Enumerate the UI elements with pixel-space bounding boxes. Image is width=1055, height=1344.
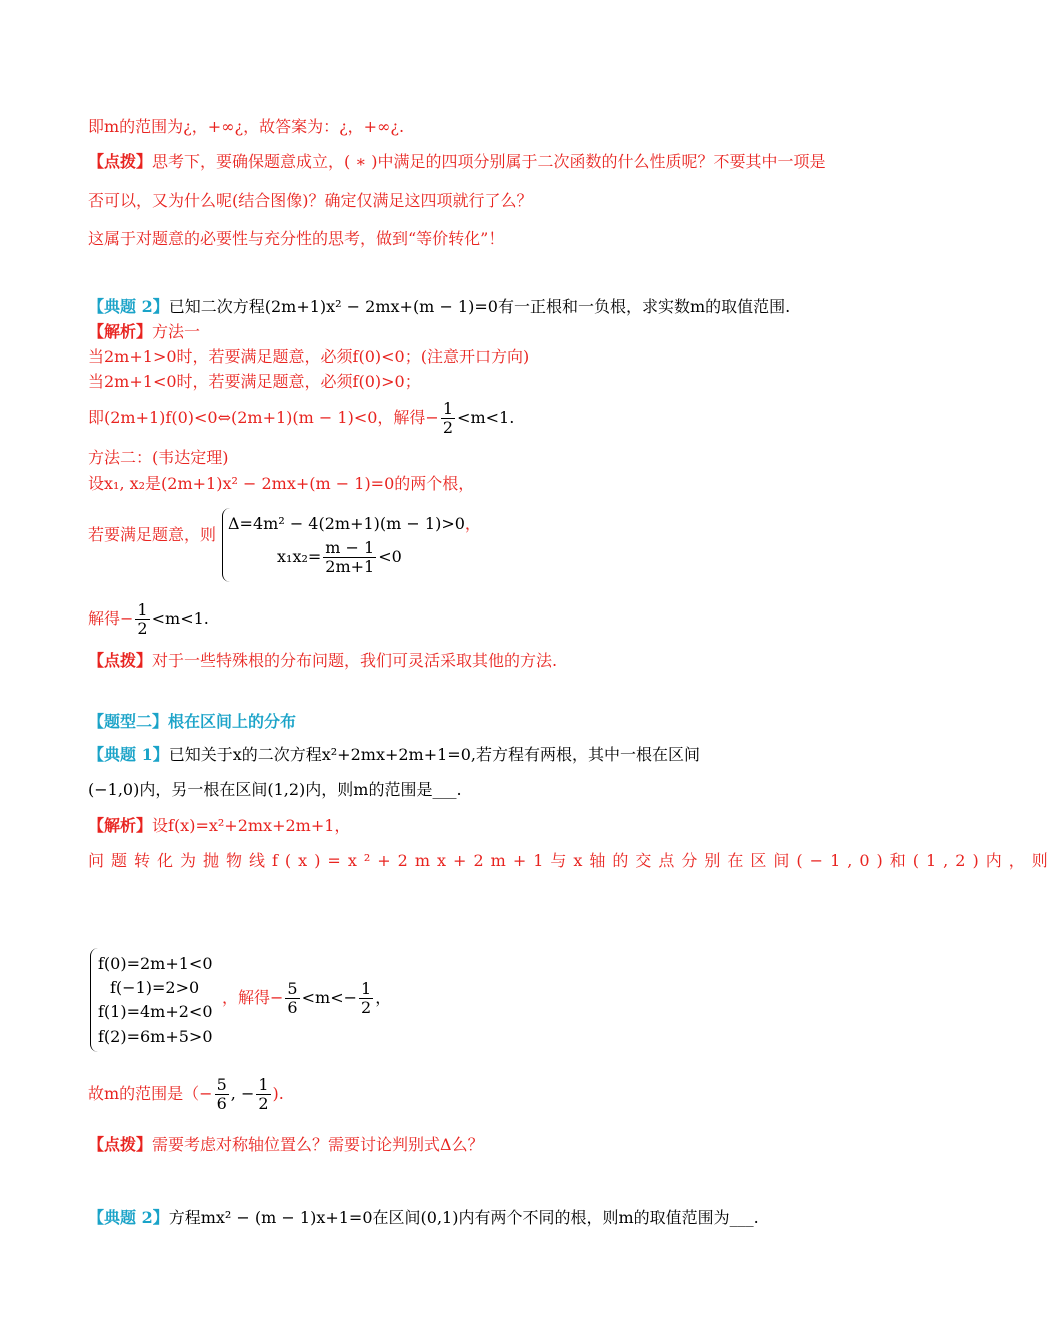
section-tag: 【题型二】	[88, 712, 169, 731]
system-1-comma: ，	[464, 514, 481, 533]
example-tag: 【典题 2】	[88, 297, 169, 316]
solution-2-tag: 【解析】	[88, 816, 153, 835]
fraction-five-sixths	[285, 980, 299, 1017]
solve-2-tail: <m<1.	[151, 609, 209, 628]
solve-2-numerator: 1	[137, 600, 148, 619]
system-1-line-2	[277, 537, 402, 577]
example-3-tag: 【典题 2】	[88, 1208, 169, 1227]
transform-text: 问题转化为抛物线f(x)=x²+2mx+2m+1与x轴的交点分别在区间(−1,0)和(1,2)内，则	[88, 851, 1055, 870]
method-2-text: 方法二：(韦达定理)	[88, 448, 229, 467]
answer-text: 即m的范围为¿，+∞¿，故答案为：¿，+∞¿.	[88, 117, 405, 136]
system-2-solve-text: ，解得−	[222, 988, 284, 1007]
solution-2-text: 设f(x)=x²+2mx+2m+1，	[152, 816, 351, 835]
example-1-tag: 【典题 1】	[88, 745, 169, 764]
note-2-tag: 【点拨】	[88, 651, 153, 670]
solve-line-2	[88, 599, 209, 639]
case-2-line	[88, 371, 421, 393]
vieta-text: 设x₁, x₂是(2m+1)x² − 2mx+(m − 1)=0的两个根，	[88, 474, 475, 493]
denominator-2: 2	[361, 998, 372, 1017]
note-text-2: 否可以，又为什么呢(结合图像)？确定仅满足这四项就行了么？	[88, 191, 533, 210]
case-1-line	[88, 346, 529, 368]
case-2-text: 当2m+1<0时，若要满足题意，必须f(0)>0；	[88, 372, 421, 391]
example-1-text-2: (−1,0)内，另一根在区间(1,2)内，则m的范围是___.	[88, 780, 462, 799]
note-2-line	[88, 650, 557, 672]
system-2-line-1	[98, 952, 213, 976]
condition-f1: f(1)=4m+2<0	[98, 1002, 213, 1021]
range-denominator-2: 2	[258, 1094, 269, 1113]
fraction-numerator: 1	[442, 399, 454, 418]
note-line-3	[88, 228, 504, 250]
example-1-text: 已知关于x的二次方程x²+2mx+2m+1=0,若方程有两根，其中一根在区间	[168, 745, 700, 764]
discriminant-condition: Δ=4m² − 4(2m+1)(m − 1)>0	[228, 514, 465, 533]
system-2-middle: <m<−	[301, 988, 357, 1007]
denominator-6: 6	[287, 998, 298, 1017]
condition-f2: f(2)=6m+5>0	[98, 1027, 213, 1046]
equivalence-text: 即(2m+1)f(0)<0⇔(2m+1)(m − 1)<0，解得−	[88, 408, 439, 427]
section-title: 根在区间上的分布	[168, 712, 297, 731]
fraction-denominator: 2	[442, 418, 454, 437]
method-1-label: 方法一	[152, 322, 201, 341]
range-text: 故m的范围是（−	[88, 1084, 213, 1103]
range-tail: ).	[272, 1084, 284, 1103]
product-numerator: m − 1	[325, 538, 375, 557]
product-condition: <0	[378, 547, 402, 566]
note-line-2	[88, 190, 533, 212]
example-3-text: 方程mx² − (m − 1)x+1=0在区间(0,1)内有两个不同的根，则m的取值范围为___.	[168, 1208, 759, 1227]
solution-heading	[88, 321, 200, 343]
equivalence-tail: <m<1.	[457, 408, 515, 427]
fraction-half	[441, 400, 455, 437]
system-1-line-1	[228, 513, 481, 535]
range-fraction-2	[256, 1076, 270, 1113]
example-text: 已知二次方程(2m+1)x² − 2mx+(m − 1)=0有一正根和一负根，求实数m的取值范围.	[168, 297, 791, 316]
note-3-line	[88, 1134, 484, 1156]
system-2-solution	[222, 978, 391, 1018]
section-heading	[88, 711, 296, 733]
solve-2-text: 解得−	[88, 609, 134, 628]
requirement-line	[88, 524, 216, 546]
solution-2-heading	[88, 815, 350, 837]
product-label: x₁x₂=	[277, 547, 322, 566]
vieta-line	[88, 473, 474, 495]
solution-tag: 【解析】	[88, 322, 153, 341]
range-numerator-2: 1	[258, 1075, 269, 1094]
note-text: 思考下，要确保题意成立，( ∗ )中满足的四项分别属于二次函数的什么性质呢？不要其中一项是	[152, 152, 826, 171]
system-2-line-4	[98, 1025, 213, 1049]
range-fraction-1	[215, 1076, 229, 1113]
example-1-line-2	[88, 779, 462, 801]
example-3-title	[88, 1207, 759, 1229]
example-1-title	[88, 744, 700, 766]
note-3-tag: 【点拨】	[88, 1135, 153, 1154]
condition-f-minus-1: f(−1)=2>0	[110, 978, 200, 997]
range-line	[88, 1074, 284, 1114]
fraction-one-half	[359, 980, 373, 1017]
method-2-line	[88, 447, 229, 469]
condition-f0: f(0)=2m+1<0	[98, 954, 213, 973]
numerator-1: 1	[361, 979, 372, 998]
requirement-text: 若要满足题意，则	[88, 525, 217, 544]
transform-line	[88, 850, 1055, 872]
note-line-1	[88, 151, 826, 173]
note-3-text: 需要考虑对称轴位置么？需要讨论判别式Δ么？	[152, 1135, 484, 1154]
system-2-line-2	[110, 976, 199, 1000]
answer-line	[88, 116, 404, 138]
solve-2-fraction	[135, 601, 149, 638]
solve-2-denominator: 2	[137, 619, 148, 638]
system-2-line-3	[98, 1000, 213, 1024]
product-denominator: 2m+1	[325, 557, 375, 576]
range-numerator-1: 5	[216, 1075, 227, 1094]
note-text-3: 这属于对题意的必要性与充分性的思考，做到“等价转化”！	[88, 229, 505, 248]
range-denominator-1: 6	[216, 1094, 227, 1113]
note-2-text: 对于一些特殊根的分布问题，我们可灵活采取其他的方法.	[152, 651, 558, 670]
case-1-text: 当2m+1>0时，若要满足题意，必须f(0)<0；(注意开口方向)	[88, 347, 530, 366]
range-separator: , −	[230, 1084, 255, 1103]
system-2-comma: ，	[375, 988, 392, 1007]
equivalence-line	[88, 398, 514, 438]
numerator-5: 5	[287, 979, 298, 998]
product-fraction	[323, 539, 376, 576]
note-tag: 【点拨】	[88, 152, 153, 171]
example-2-title	[88, 296, 790, 318]
